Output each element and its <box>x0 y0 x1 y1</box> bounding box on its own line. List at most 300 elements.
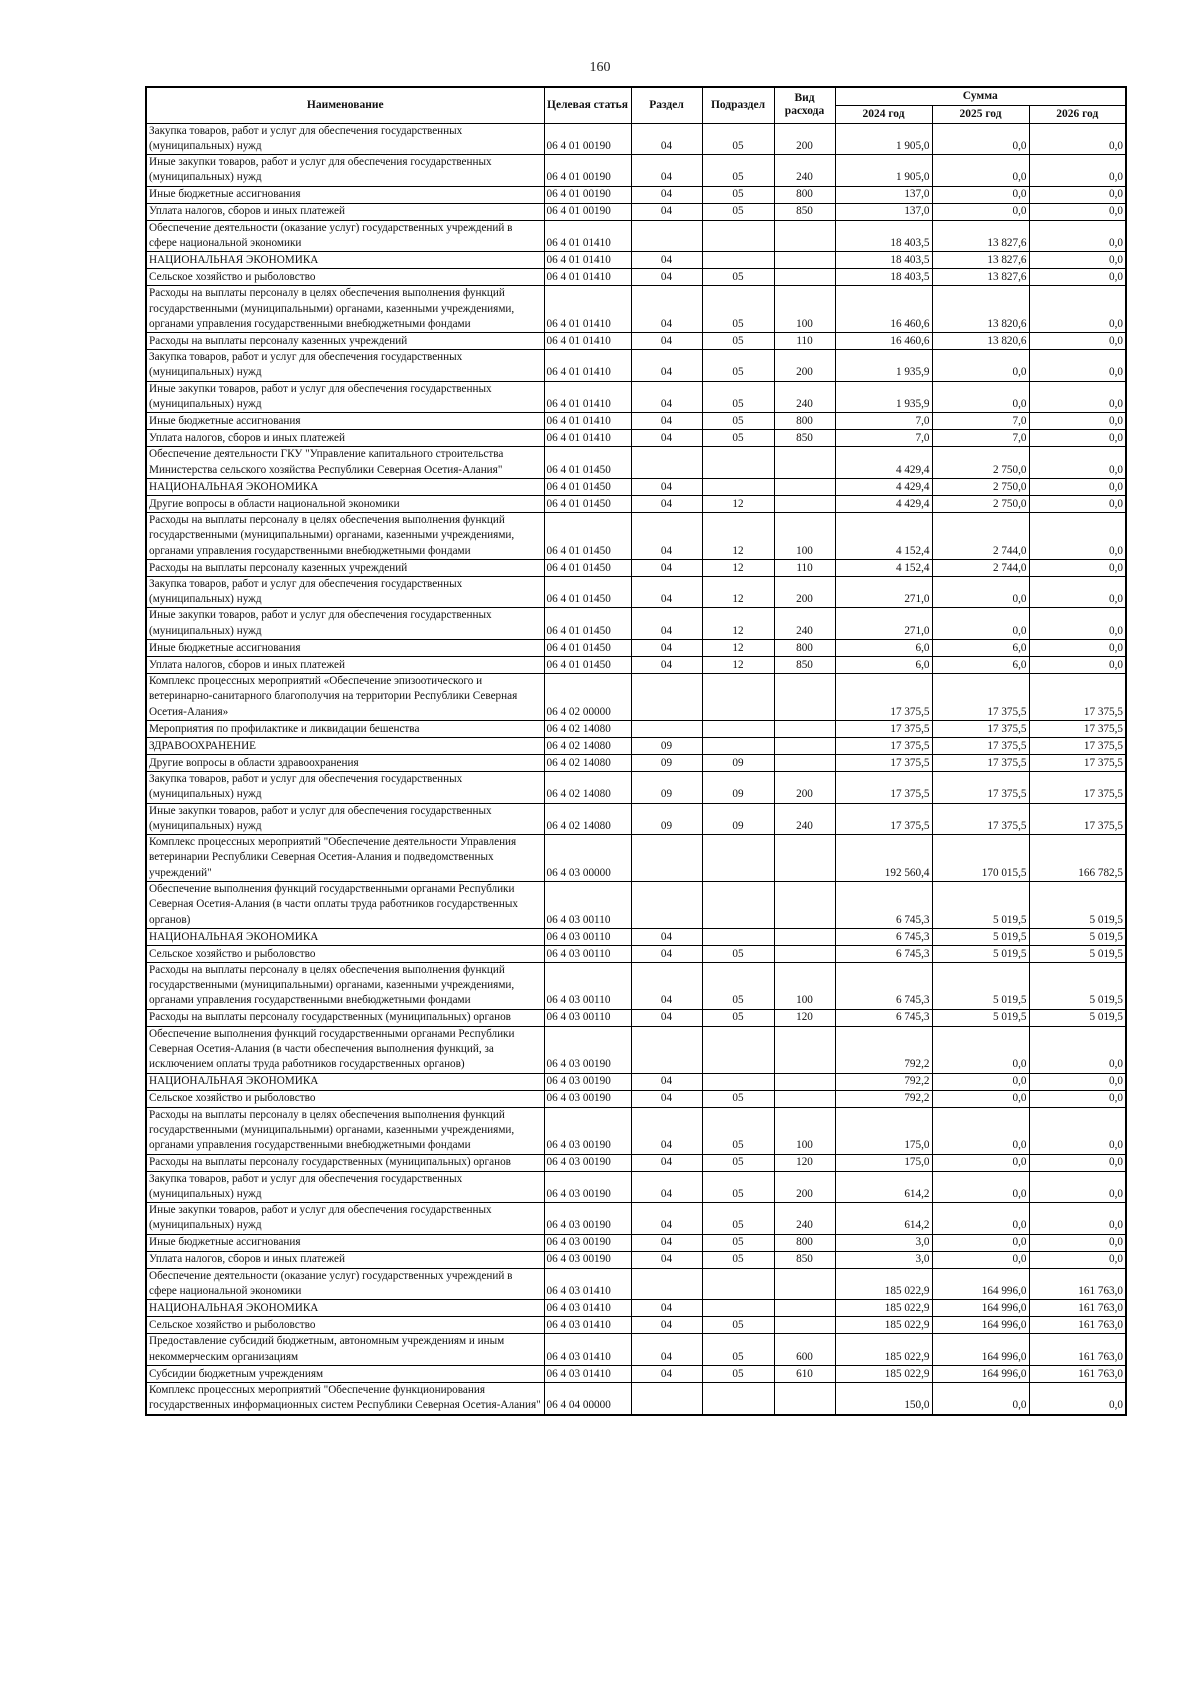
row-sum-2025: 17 375,5 <box>932 771 1029 803</box>
row-section: 04 <box>631 608 702 640</box>
row-name: НАЦИОНАЛЬНАЯ ЭКОНОМИКА <box>146 478 544 495</box>
row-sum-2026: 17 375,5 <box>1029 803 1126 835</box>
row-section: 04 <box>631 1009 702 1026</box>
row-subsection: 05 <box>702 269 774 286</box>
row-name: Субсидии бюджетным учреждениям <box>146 1365 544 1382</box>
row-sum-2024: 271,0 <box>835 576 932 608</box>
row-target-article: 06 4 01 01450 <box>544 657 631 674</box>
row-target-article: 06 4 01 01410 <box>544 430 631 447</box>
row-expense-type: 240 <box>774 381 835 413</box>
row-subsection: 12 <box>702 640 774 657</box>
row-subsection: 05 <box>702 413 774 430</box>
table-row <box>146 1300 1126 1317</box>
row-target-article: 06 4 03 00190 <box>544 1154 631 1171</box>
row-name: Мероприятия по профилактике и ликвидации бешенства <box>146 720 544 737</box>
table-body <box>146 123 1126 1415</box>
row-subsection: 12 <box>702 495 774 512</box>
row-subsection: 05 <box>702 1009 774 1026</box>
row-name: Обеспечение деятельности (оказание услуг) государственных учреждений в сфере национальной экономики <box>146 1268 544 1300</box>
row-sum-2025: 13 827,6 <box>932 269 1029 286</box>
row-sum-2024: 3,0 <box>835 1234 932 1251</box>
row-expense-type: 800 <box>774 413 835 430</box>
row-subsection <box>702 1382 774 1414</box>
row-sum-2026: 0,0 <box>1029 1382 1126 1414</box>
row-name: Предоставление субсидий бюджетным, автономным учреждениям и иным некоммерческим организациям <box>146 1334 544 1366</box>
row-subsection <box>702 1026 774 1073</box>
row-subsection: 05 <box>702 333 774 350</box>
row-sum-2024: 18 403,5 <box>835 252 932 269</box>
header-year-2024: 2024 год <box>835 105 932 123</box>
row-target-article: 06 4 02 14080 <box>544 754 631 771</box>
row-sum-2026: 0,0 <box>1029 252 1126 269</box>
row-subsection <box>702 1268 774 1300</box>
table-row <box>146 286 1126 333</box>
row-sum-2025: 164 996,0 <box>932 1334 1029 1366</box>
row-expense-type: 200 <box>774 123 835 155</box>
row-sum-2024: 175,0 <box>835 1107 932 1154</box>
row-target-article: 06 4 01 01410 <box>544 333 631 350</box>
row-section: 04 <box>631 252 702 269</box>
table-row <box>146 123 1126 155</box>
row-section: 09 <box>631 737 702 754</box>
row-target-article: 06 4 02 14080 <box>544 720 631 737</box>
row-section <box>631 1382 702 1414</box>
row-target-article: 06 4 01 01410 <box>544 350 631 382</box>
row-subsection: 05 <box>702 1334 774 1366</box>
row-name: Расходы на выплаты персоналу в целях обеспечения выполнения функций государственными (муниципальными) органами, казенными учреждениями, органами управления государственными внебюджетными фондами <box>146 512 544 559</box>
row-section: 04 <box>631 123 702 155</box>
row-sum-2025: 0,0 <box>932 350 1029 382</box>
table-row <box>146 350 1126 382</box>
row-section: 09 <box>631 771 702 803</box>
row-section: 09 <box>631 754 702 771</box>
row-sum-2025: 164 996,0 <box>932 1365 1029 1382</box>
row-name: Расходы на выплаты персоналу в целях обеспечения выполнения функций государственными (муниципальными) органами, казенными учреждениями, органами управления государственными внебюджетными фондами <box>146 1107 544 1154</box>
table-row <box>146 430 1126 447</box>
row-sum-2026: 5 019,5 <box>1029 1009 1126 1026</box>
row-expense-type <box>774 1300 835 1317</box>
row-target-article: 06 4 04 00000 <box>544 1382 631 1414</box>
row-name: Закупка товаров, работ и услуг для обеспечения государственных (муниципальных) нужд <box>146 123 544 155</box>
row-expense-type: 120 <box>774 1154 835 1171</box>
row-target-article: 06 4 03 00110 <box>544 928 631 945</box>
header-target-article: Целевая статья <box>544 87 631 123</box>
row-name: Сельское хозяйство и рыболовство <box>146 1317 544 1334</box>
row-sum-2024: 614,2 <box>835 1203 932 1235</box>
row-sum-2025: 0,0 <box>932 381 1029 413</box>
row-sum-2024: 16 460,6 <box>835 286 932 333</box>
row-sum-2026: 17 375,5 <box>1029 737 1126 754</box>
row-name: Уплата налогов, сборов и иных платежей <box>146 1251 544 1268</box>
row-target-article: 06 4 03 00110 <box>544 945 631 962</box>
row-sum-2024: 6 745,3 <box>835 928 932 945</box>
row-sum-2024: 4 152,4 <box>835 512 932 559</box>
row-sum-2026: 0,0 <box>1029 447 1126 479</box>
table-row <box>146 220 1126 252</box>
row-sum-2025: 7,0 <box>932 413 1029 430</box>
row-section: 04 <box>631 413 702 430</box>
row-target-article: 06 4 03 01410 <box>544 1268 631 1300</box>
row-sum-2025: 17 375,5 <box>932 737 1029 754</box>
row-sum-2026: 17 375,5 <box>1029 720 1126 737</box>
row-expense-type <box>774 835 835 882</box>
row-sum-2024: 17 375,5 <box>835 754 932 771</box>
row-sum-2025: 164 996,0 <box>932 1268 1029 1300</box>
row-sum-2025: 2 744,0 <box>932 512 1029 559</box>
row-expense-type: 850 <box>774 657 835 674</box>
row-target-article: 06 4 03 01410 <box>544 1334 631 1366</box>
row-name: Расходы на выплаты персоналу государственных (муниципальных) органов <box>146 1154 544 1171</box>
row-expense-type <box>774 495 835 512</box>
row-subsection <box>702 1073 774 1090</box>
row-sum-2025: 164 996,0 <box>932 1317 1029 1334</box>
table-row <box>146 495 1126 512</box>
row-expense-type <box>774 945 835 962</box>
row-section: 04 <box>631 1234 702 1251</box>
table-row <box>146 413 1126 430</box>
table-row <box>146 269 1126 286</box>
table-row <box>146 447 1126 479</box>
row-section: 04 <box>631 203 702 220</box>
row-name: НАЦИОНАЛЬНАЯ ЭКОНОМИКА <box>146 252 544 269</box>
row-name: Закупка товаров, работ и услуг для обеспечения государственных (муниципальных) нужд <box>146 771 544 803</box>
row-target-article: 06 4 01 01450 <box>544 576 631 608</box>
row-sum-2025: 0,0 <box>932 1382 1029 1414</box>
row-name: Расходы на выплаты персоналу государственных (муниципальных) органов <box>146 1009 544 1026</box>
row-expense-type <box>774 737 835 754</box>
row-sum-2026: 0,0 <box>1029 640 1126 657</box>
row-subsection <box>702 252 774 269</box>
row-sum-2026: 0,0 <box>1029 286 1126 333</box>
row-expense-type: 110 <box>774 559 835 576</box>
row-expense-type <box>774 1090 835 1107</box>
row-sum-2024: 3,0 <box>835 1251 932 1268</box>
row-target-article: 06 4 03 00190 <box>544 1171 631 1203</box>
row-subsection: 05 <box>702 1234 774 1251</box>
row-sum-2025: 0,0 <box>932 1154 1029 1171</box>
row-expense-type: 200 <box>774 576 835 608</box>
row-expense-type: 200 <box>774 1171 835 1203</box>
row-section: 04 <box>631 350 702 382</box>
row-expense-type: 100 <box>774 962 835 1009</box>
table-row <box>146 1171 1126 1203</box>
row-sum-2024: 1 905,0 <box>835 123 932 155</box>
row-section: 04 <box>631 1107 702 1154</box>
row-name: Другие вопросы в области здравоохранения <box>146 754 544 771</box>
row-target-article: 06 4 01 01410 <box>544 252 631 269</box>
row-target-article: 06 4 03 00190 <box>544 1203 631 1235</box>
row-name: Обеспечение деятельности (оказание услуг) государственных учреждений в сфере национальной экономики <box>146 220 544 252</box>
row-subsection: 05 <box>702 286 774 333</box>
row-sum-2026: 161 763,0 <box>1029 1365 1126 1382</box>
row-section: 04 <box>631 286 702 333</box>
row-sum-2024: 7,0 <box>835 430 932 447</box>
row-name: Иные бюджетные ассигнования <box>146 186 544 203</box>
row-sum-2025: 6,0 <box>932 640 1029 657</box>
row-target-article: 06 4 01 01450 <box>544 447 631 479</box>
row-expense-type: 110 <box>774 333 835 350</box>
row-name: Обеспечение деятельности ГКУ "Управление капитального строительства Министерства сельского хозяйства Республики Северная Осетия-Алания" <box>146 447 544 479</box>
row-subsection: 12 <box>702 608 774 640</box>
table-row <box>146 512 1126 559</box>
row-name: Расходы на выплаты персоналу в целях обеспечения выполнения функций государственными (муниципальными) органами, казенными учреждениями, органами управления государственными внебюджетными фондами <box>146 962 544 1009</box>
row-sum-2025: 0,0 <box>932 155 1029 187</box>
row-expense-type: 240 <box>774 1203 835 1235</box>
table-row <box>146 1365 1126 1382</box>
table-row <box>146 203 1126 220</box>
row-expense-type: 610 <box>774 1365 835 1382</box>
row-section: 04 <box>631 1171 702 1203</box>
row-name: Расходы на выплаты персоналу казенных учреждений <box>146 559 544 576</box>
row-section: 04 <box>631 640 702 657</box>
row-subsection: 12 <box>702 559 774 576</box>
row-sum-2025: 164 996,0 <box>932 1300 1029 1317</box>
row-target-article: 06 4 01 00190 <box>544 186 631 203</box>
header-year-2025: 2025 год <box>932 105 1029 123</box>
row-sum-2026: 0,0 <box>1029 413 1126 430</box>
row-sum-2026: 5 019,5 <box>1029 945 1126 962</box>
row-section: 04 <box>631 1365 702 1382</box>
row-sum-2026: 0,0 <box>1029 512 1126 559</box>
table-row <box>146 478 1126 495</box>
row-section: 04 <box>631 269 702 286</box>
row-expense-type <box>774 478 835 495</box>
row-sum-2026: 0,0 <box>1029 608 1126 640</box>
row-sum-2024: 17 375,5 <box>835 771 932 803</box>
row-section <box>631 720 702 737</box>
row-sum-2024: 17 375,5 <box>835 803 932 835</box>
row-name: Комплекс процессных мероприятий «Обеспечение эпизоотического и ветеринарно-санитарного благополучия на территории Республики Северная Осетия-Алания» <box>146 674 544 721</box>
row-name: Сельское хозяйство и рыболовство <box>146 945 544 962</box>
row-expense-type <box>774 447 835 479</box>
row-target-article: 06 4 01 00190 <box>544 203 631 220</box>
row-expense-type <box>774 252 835 269</box>
row-sum-2026: 0,0 <box>1029 559 1126 576</box>
row-name: Закупка товаров, работ и услуг для обеспечения государственных (муниципальных) нужд <box>146 576 544 608</box>
row-subsection: 05 <box>702 186 774 203</box>
row-subsection <box>702 720 774 737</box>
row-section: 09 <box>631 803 702 835</box>
row-name: НАЦИОНАЛЬНАЯ ЭКОНОМИКА <box>146 1300 544 1317</box>
row-expense-type <box>774 1317 835 1334</box>
row-sum-2024: 1 935,9 <box>835 350 932 382</box>
row-section: 04 <box>631 1073 702 1090</box>
row-sum-2025: 5 019,5 <box>932 962 1029 1009</box>
row-sum-2026: 17 375,5 <box>1029 754 1126 771</box>
row-sum-2024: 4 429,4 <box>835 447 932 479</box>
row-sum-2025: 0,0 <box>932 1234 1029 1251</box>
row-sum-2024: 185 022,9 <box>835 1300 932 1317</box>
row-target-article: 06 4 03 01410 <box>544 1365 631 1382</box>
row-subsection: 05 <box>702 1154 774 1171</box>
row-sum-2024: 150,0 <box>835 1382 932 1414</box>
header-sum: Сумма <box>835 87 1126 105</box>
row-sum-2025: 13 827,6 <box>932 252 1029 269</box>
row-sum-2025: 0,0 <box>932 1090 1029 1107</box>
row-subsection <box>702 737 774 754</box>
row-sum-2024: 185 022,9 <box>835 1365 932 1382</box>
row-section: 04 <box>631 928 702 945</box>
row-sum-2024: 6,0 <box>835 657 932 674</box>
row-expense-type <box>774 1382 835 1414</box>
row-expense-type: 200 <box>774 350 835 382</box>
row-section: 04 <box>631 1154 702 1171</box>
row-subsection: 05 <box>702 1203 774 1235</box>
row-sum-2024: 792,2 <box>835 1073 932 1090</box>
row-sum-2025: 0,0 <box>932 203 1029 220</box>
row-sum-2024: 137,0 <box>835 186 932 203</box>
row-name: Обеспечение выполнения функций государственными органами Республики Северная Осетия-Алания (в части обеспечения выполнения функций, за исключением оплаты труда работников государственных органов) <box>146 1026 544 1073</box>
row-sum-2026: 166 782,5 <box>1029 835 1126 882</box>
row-name: Иные закупки товаров, работ и услуг для обеспечения государственных (муниципальных) нужд <box>146 803 544 835</box>
table-row <box>146 1073 1126 1090</box>
row-sum-2024: 792,2 <box>835 1026 932 1073</box>
table-row <box>146 720 1126 737</box>
row-sum-2026: 5 019,5 <box>1029 928 1126 945</box>
row-sum-2025: 13 827,6 <box>932 220 1029 252</box>
row-target-article: 06 4 03 00190 <box>544 1107 631 1154</box>
row-sum-2025: 0,0 <box>932 1203 1029 1235</box>
table-row <box>146 252 1126 269</box>
row-section <box>631 447 702 479</box>
table-row <box>146 1317 1126 1334</box>
row-sum-2026: 5 019,5 <box>1029 962 1126 1009</box>
row-subsection: 05 <box>702 123 774 155</box>
row-name: Закупка товаров, работ и услуг для обеспечения государственных (муниципальных) нужд <box>146 350 544 382</box>
row-name: Иные бюджетные ассигнования <box>146 413 544 430</box>
row-section: 04 <box>631 1090 702 1107</box>
row-subsection <box>702 220 774 252</box>
row-sum-2024: 17 375,5 <box>835 674 932 721</box>
row-subsection <box>702 835 774 882</box>
row-sum-2025: 7,0 <box>932 430 1029 447</box>
row-sum-2024: 6 745,3 <box>835 945 932 962</box>
table-row <box>146 835 1126 882</box>
table-row <box>146 1382 1126 1414</box>
table-row <box>146 1154 1126 1171</box>
table-row <box>146 1203 1126 1235</box>
row-section: 04 <box>631 495 702 512</box>
row-section: 04 <box>631 962 702 1009</box>
row-subsection: 05 <box>702 945 774 962</box>
row-target-article: 06 4 02 14080 <box>544 771 631 803</box>
row-sum-2026: 0,0 <box>1029 1251 1126 1268</box>
row-sum-2025: 2 744,0 <box>932 559 1029 576</box>
row-subsection: 05 <box>702 1171 774 1203</box>
row-subsection: 05 <box>702 155 774 187</box>
row-name: Комплекс процессных мероприятий "Обеспечение функционирования государственных информационных систем Республики Северная Осетия-Алания" <box>146 1382 544 1414</box>
row-section: 04 <box>631 430 702 447</box>
row-expense-type: 120 <box>774 1009 835 1026</box>
row-sum-2024: 6,0 <box>835 640 932 657</box>
row-expense-type: 100 <box>774 512 835 559</box>
table-row <box>146 381 1126 413</box>
row-name: Иные бюджетные ассигнования <box>146 1234 544 1251</box>
row-section: 04 <box>631 945 702 962</box>
row-subsection: 05 <box>702 381 774 413</box>
row-name: Другие вопросы в области национальной экономики <box>146 495 544 512</box>
table-row <box>146 928 1126 945</box>
row-sum-2026: 161 763,0 <box>1029 1300 1126 1317</box>
row-expense-type <box>774 1026 835 1073</box>
row-name: Комплекс процессных мероприятий "Обеспечение деятельности Управления ветеринарии Республики Северная Осетия-Алания и подведомственных учреждений" <box>146 835 544 882</box>
row-sum-2026: 0,0 <box>1029 123 1126 155</box>
row-section <box>631 1268 702 1300</box>
row-sum-2026: 0,0 <box>1029 1171 1126 1203</box>
row-sum-2026: 5 019,5 <box>1029 882 1126 929</box>
row-section <box>631 835 702 882</box>
row-subsection: 05 <box>702 1251 774 1268</box>
row-sum-2024: 4 429,4 <box>835 495 932 512</box>
row-sum-2024: 185 022,9 <box>835 1317 932 1334</box>
row-target-article: 06 4 03 01410 <box>544 1317 631 1334</box>
table-row <box>146 608 1126 640</box>
row-sum-2024: 271,0 <box>835 608 932 640</box>
row-sum-2026: 0,0 <box>1029 495 1126 512</box>
row-subsection: 05 <box>702 962 774 1009</box>
row-subsection <box>702 928 774 945</box>
row-sum-2026: 0,0 <box>1029 1026 1126 1073</box>
row-target-article: 06 4 03 01410 <box>544 1300 631 1317</box>
row-sum-2025: 2 750,0 <box>932 495 1029 512</box>
row-subsection: 05 <box>702 1365 774 1382</box>
row-sum-2025: 0,0 <box>932 1073 1029 1090</box>
row-subsection <box>702 447 774 479</box>
row-name: Сельское хозяйство и рыболовство <box>146 1090 544 1107</box>
row-name: Обеспечение выполнения функций государственными органами Республики Северная Осетия-Алания (в части оплаты труда работников государственных органов) <box>146 882 544 929</box>
row-sum-2024: 792,2 <box>835 1090 932 1107</box>
table-row <box>146 737 1126 754</box>
row-subsection <box>702 674 774 721</box>
row-sum-2025: 17 375,5 <box>932 720 1029 737</box>
row-subsection: 05 <box>702 1317 774 1334</box>
row-sum-2024: 175,0 <box>835 1154 932 1171</box>
table-row <box>146 640 1126 657</box>
table-row <box>146 1268 1126 1300</box>
row-sum-2026: 0,0 <box>1029 1073 1126 1090</box>
row-target-article: 06 4 02 14080 <box>544 737 631 754</box>
row-target-article: 06 4 03 00190 <box>544 1251 631 1268</box>
row-sum-2025: 17 375,5 <box>932 803 1029 835</box>
row-sum-2024: 614,2 <box>835 1171 932 1203</box>
row-expense-type: 240 <box>774 608 835 640</box>
row-section: 04 <box>631 657 702 674</box>
table-row <box>146 186 1126 203</box>
row-subsection: 05 <box>702 430 774 447</box>
row-sum-2024: 192 560,4 <box>835 835 932 882</box>
row-target-article: 06 4 03 00110 <box>544 1009 631 1026</box>
row-name: Уплата налогов, сборов и иных платежей <box>146 430 544 447</box>
table-row <box>146 674 1126 721</box>
row-expense-type: 800 <box>774 1234 835 1251</box>
row-target-article: 06 4 01 01450 <box>544 478 631 495</box>
row-sum-2026: 17 375,5 <box>1029 771 1126 803</box>
page-number: 160 <box>589 60 611 75</box>
row-subsection: 12 <box>702 657 774 674</box>
row-sum-2026: 0,0 <box>1029 1203 1126 1235</box>
row-expense-type: 800 <box>774 186 835 203</box>
row-subsection: 09 <box>702 771 774 803</box>
row-sum-2026: 0,0 <box>1029 203 1126 220</box>
row-sum-2025: 0,0 <box>932 608 1029 640</box>
row-sum-2024: 6 745,3 <box>835 1009 932 1026</box>
row-section: 04 <box>631 478 702 495</box>
row-subsection: 09 <box>702 803 774 835</box>
row-target-article: 06 4 01 01410 <box>544 220 631 252</box>
row-name: Уплата налогов, сборов и иных платежей <box>146 203 544 220</box>
table-row <box>146 1026 1126 1073</box>
row-sum-2024: 1 935,9 <box>835 381 932 413</box>
